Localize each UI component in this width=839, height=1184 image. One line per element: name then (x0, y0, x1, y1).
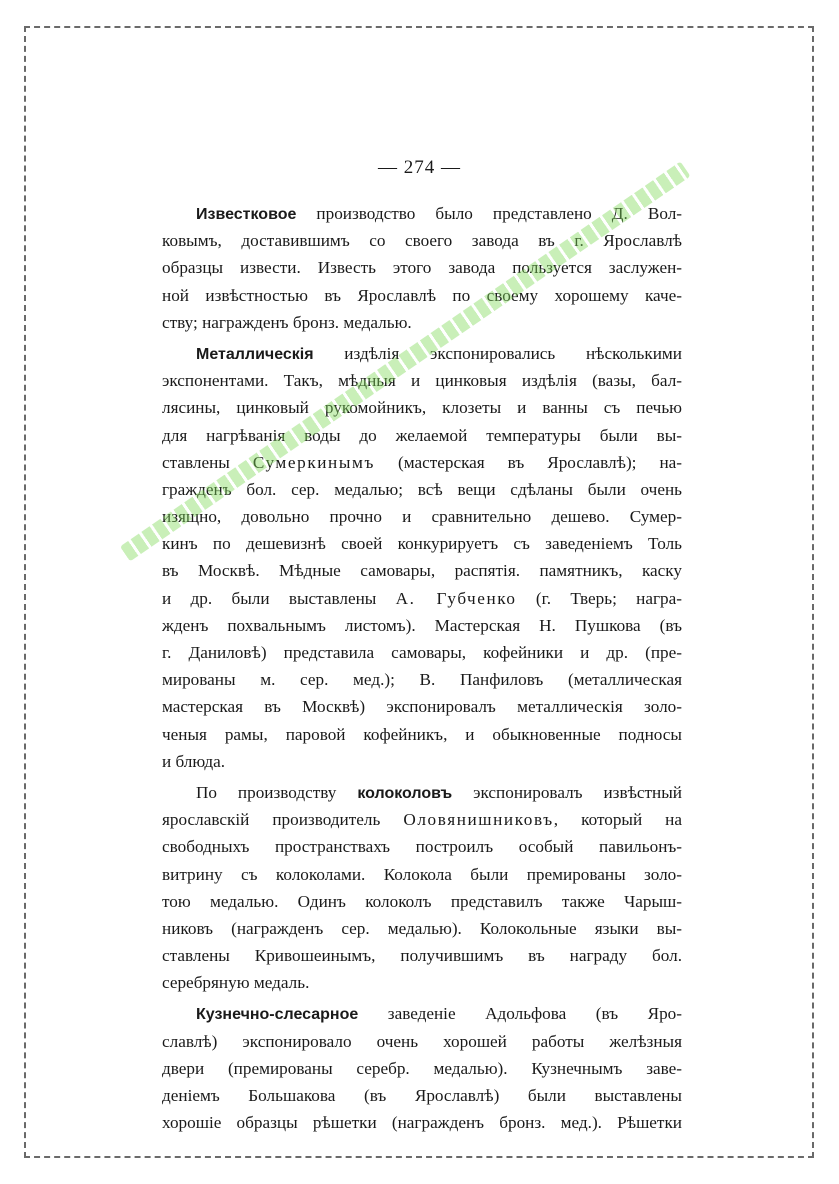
text-run: ковымъ, доставившимъ со своего завода въ г. Ярославлѣ (162, 231, 682, 251)
text-line (162, 833, 682, 860)
text-line (162, 309, 682, 336)
text-line (162, 1055, 682, 1082)
text-line (162, 915, 682, 942)
text-line (162, 557, 682, 584)
text-line (162, 942, 682, 969)
text-line (162, 1082, 682, 1109)
text-run: для нагрѣванія воды до желаемой температуры были вы- (162, 425, 682, 445)
text-line (162, 693, 682, 720)
text-run: экспонентами. Такъ, мѣдныя и цинковыя издѣлія (вазы, бал- (162, 371, 682, 391)
text-run: образцы извести. Известь этого завода пользуется заслужен- (162, 258, 682, 278)
text-run: свободныхъ пространствахъ построилъ особый павильонъ- (162, 837, 682, 857)
bold-keyword: Металлическія (196, 345, 314, 363)
text-run: , который на (553, 810, 682, 830)
text-run: заведеніе Адольфова (въ Яро- (358, 1004, 682, 1024)
bold-keyword: Кузнечно-слесарное (196, 1006, 359, 1024)
text-run: лясины, цинковый рукомойникъ, клозеты и ванны съ печью (162, 398, 682, 418)
text-line (162, 888, 682, 915)
text-run: (мастерская въ Ярославлѣ); на- (374, 452, 682, 472)
text-run: гражденъ бол. сер. медалью; всѣ вещи сдѣланы были очень (162, 479, 682, 499)
text-run: деніемъ Большакова (въ Ярославлѣ) были выставлены (162, 1086, 682, 1105)
text-run: славлѣ) экспонировало очень хорошей работы желѣзныя (162, 1031, 682, 1051)
text-line (162, 503, 682, 530)
text-line (162, 1028, 682, 1055)
text-run: серебряную медаль. (162, 973, 310, 993)
text-run: и блюда. (162, 751, 226, 771)
text-line (162, 282, 682, 309)
text-line (162, 721, 682, 748)
text-run: двери (премированы серебр. медалью). Кузнечнымъ заве- (162, 1058, 682, 1078)
text-line (162, 394, 682, 421)
text-run: кинъ по дешевизнѣ своей конкурируетъ съ заведеніемъ Толь (162, 534, 682, 554)
text-run: ставлены Кривошеинымъ, получившимъ въ награду бол. (162, 946, 682, 966)
text-run: хорошіе образцы рѣшетки (награжденъ бронз. мед.). Рѣшетки (162, 1113, 682, 1133)
spaced-name: Оловянишниковъ (403, 810, 554, 830)
text-line (162, 612, 682, 639)
text-run: жденъ похвальнымъ листомъ). Мастерская Н. Пушкова (въ (162, 615, 682, 635)
text-line (162, 367, 682, 394)
text-line (162, 422, 682, 449)
text-run: никовъ (награжденъ сер. медалью). Колокольные языки вы- (162, 918, 682, 938)
text-line (162, 585, 682, 612)
text-run: мастерская въ Москвѣ) экспонировалъ металлическія золо- (162, 697, 682, 717)
text-run: и др. были выставлены (162, 588, 396, 608)
bold-keyword: колоколовъ (357, 784, 453, 802)
spaced-name: Сумеркинымъ (252, 452, 375, 472)
text-run: витрину съ колоколами. Колокола были премированы золо- (162, 864, 682, 884)
text-run: издѣлія экспонировались нѣсколькими (313, 343, 682, 363)
text-line (162, 969, 682, 996)
text-run: По производству (196, 782, 358, 802)
text-line (162, 748, 682, 775)
text-line (162, 861, 682, 888)
text-run: тою медалью. Одинъ колоколъ представилъ также Чарыш- (162, 891, 682, 911)
spaced-name: А. Губченко (395, 588, 517, 608)
text-line (162, 806, 682, 833)
text-run: мированы м. сер. мед.); В. Панфиловъ (металлическая (162, 670, 682, 690)
page-number: — 274 — (378, 157, 461, 178)
text-run: экспонировалъ извѣстный (452, 782, 682, 802)
text-line (162, 666, 682, 693)
text-run: въ Москвѣ. Мѣдные самовары, распятія. памятникъ, каску (162, 561, 682, 581)
text-run: ству; награжденъ бронз. медалью. (162, 312, 412, 332)
text-run: ярославскій производитель (162, 810, 404, 830)
text-run: ченыя рамы, паровой кофейникъ, и обыкновенные подносы (162, 724, 682, 744)
text-line (162, 1000, 682, 1027)
bold-keyword: Известковое (196, 206, 297, 223)
text-line (162, 639, 682, 666)
text-run: производство было представлено Д. Вол- (296, 204, 682, 223)
text-line (162, 779, 682, 806)
text-run: г. Даниловѣ) представила самовары, кофейники и др. (пре- (162, 643, 682, 662)
text-line (162, 530, 682, 557)
text-line (162, 254, 682, 281)
text-run: ной извѣстностью въ Ярославлѣ по своему хорошему каче- (162, 285, 682, 305)
text-run: ставлены (162, 452, 253, 472)
text-run: (г. Тверь; награ- (516, 588, 682, 608)
text-run: изящно, довольно прочно и сравнительно дешево. Сумер- (162, 507, 682, 527)
text-line (162, 1109, 682, 1136)
